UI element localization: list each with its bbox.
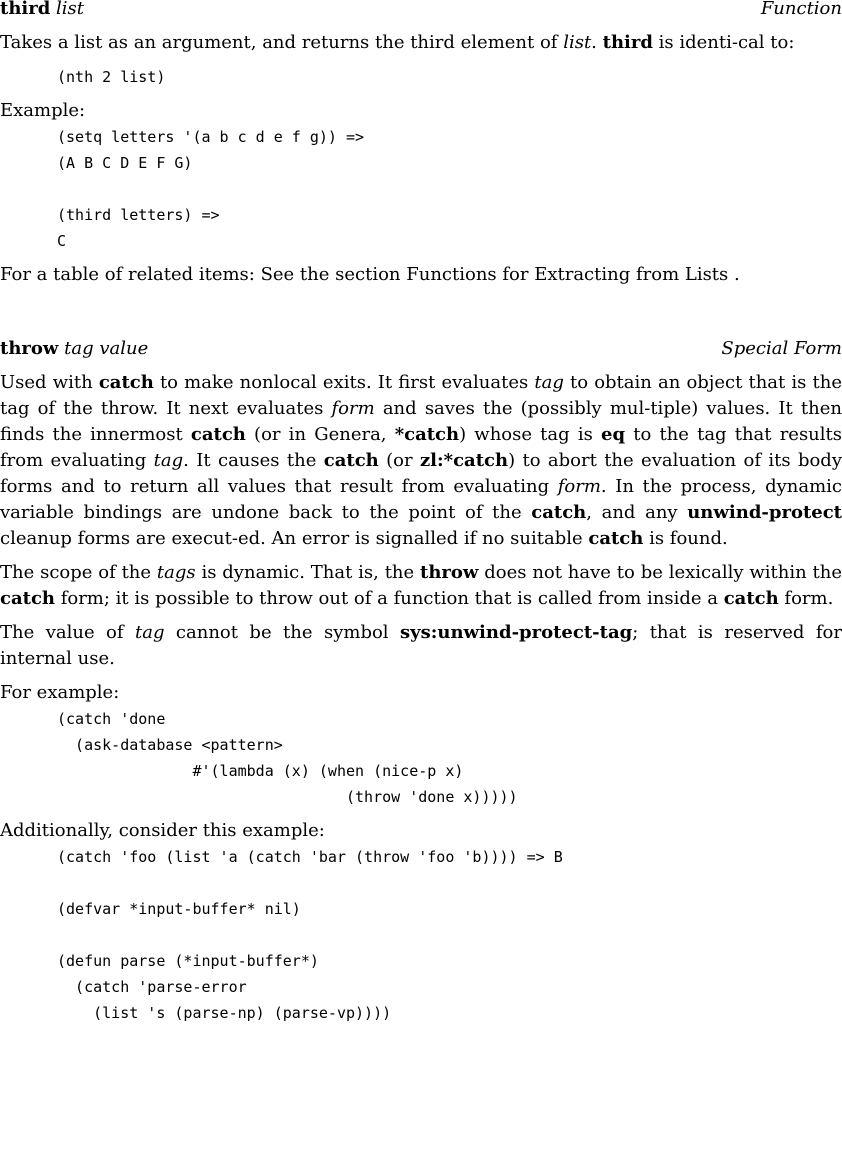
example-label: For example: [0,682,120,703]
entry-kind: Function [760,0,842,19]
code-block: (setq letters '(a b c d e f g)) => (A B C D E F G) (third letters) => C [57,128,365,250]
throw-description: Used with catch to make nonlocal exits. It first evaluates tag to obtain an object that is the tag of the throw. It next evaluates form and saves the (possibly mul-tiple) values. It then finds the innermost catch (or in Genera, *catch) whose tag is eq to the tag that results from evaluating tag. It causes the catch (or zl:*catch) to abort the evaluation of its body forms and to return all values that result from evaluating form. In the process, dynamic variable bindings are undone back to the point of the catch, and any unwind-protect cleanup forms are execut-ed. An error is signalled if no suitable catch is found. [0,372,842,549]
third-description: Takes a list as an argument, and returns the third element of list. third is identi-cal to: [0,32,795,53]
example-label: Additionally, consider this example: [0,820,325,841]
example-label: Example: [0,100,86,121]
entry-kind: Special Form [721,338,842,359]
entry-header-third [0,0,842,22]
scope-paragraph: The scope of the tags is dynamic. That is, the throw does not have to be lexically within the catch form; it is possible to throw out of a function that is called from inside a catch form. [0,562,842,609]
tag-value-paragraph: The value of tag cannot be the symbol sys:unwind-protect-tag; that is reserved for internal use. [0,622,842,669]
code-block: (catch 'done (ask-database <pattern> #'(lambda (x) (when (nice-p x) (throw 'done x))))) [57,710,518,806]
entry-header-throw [0,336,842,362]
code-block: (nth 2 list) [57,68,166,86]
entry-args: tag value [64,338,149,359]
code-block: (catch 'foo (list 'a (catch 'bar (throw 'foo 'b)))) => B (defvar *input-buffer* nil) (defun parse (*input-buffer*) (catch 'parse-error (list 's (parse-np) (parse-vp)))) [57,848,563,1022]
entry-name: throw [0,338,59,359]
entry-name: third [0,0,51,19]
related-items: For a table of related items: See the section Functions for Extracting from Lists . [0,264,740,285]
entry-args: list [56,0,85,19]
